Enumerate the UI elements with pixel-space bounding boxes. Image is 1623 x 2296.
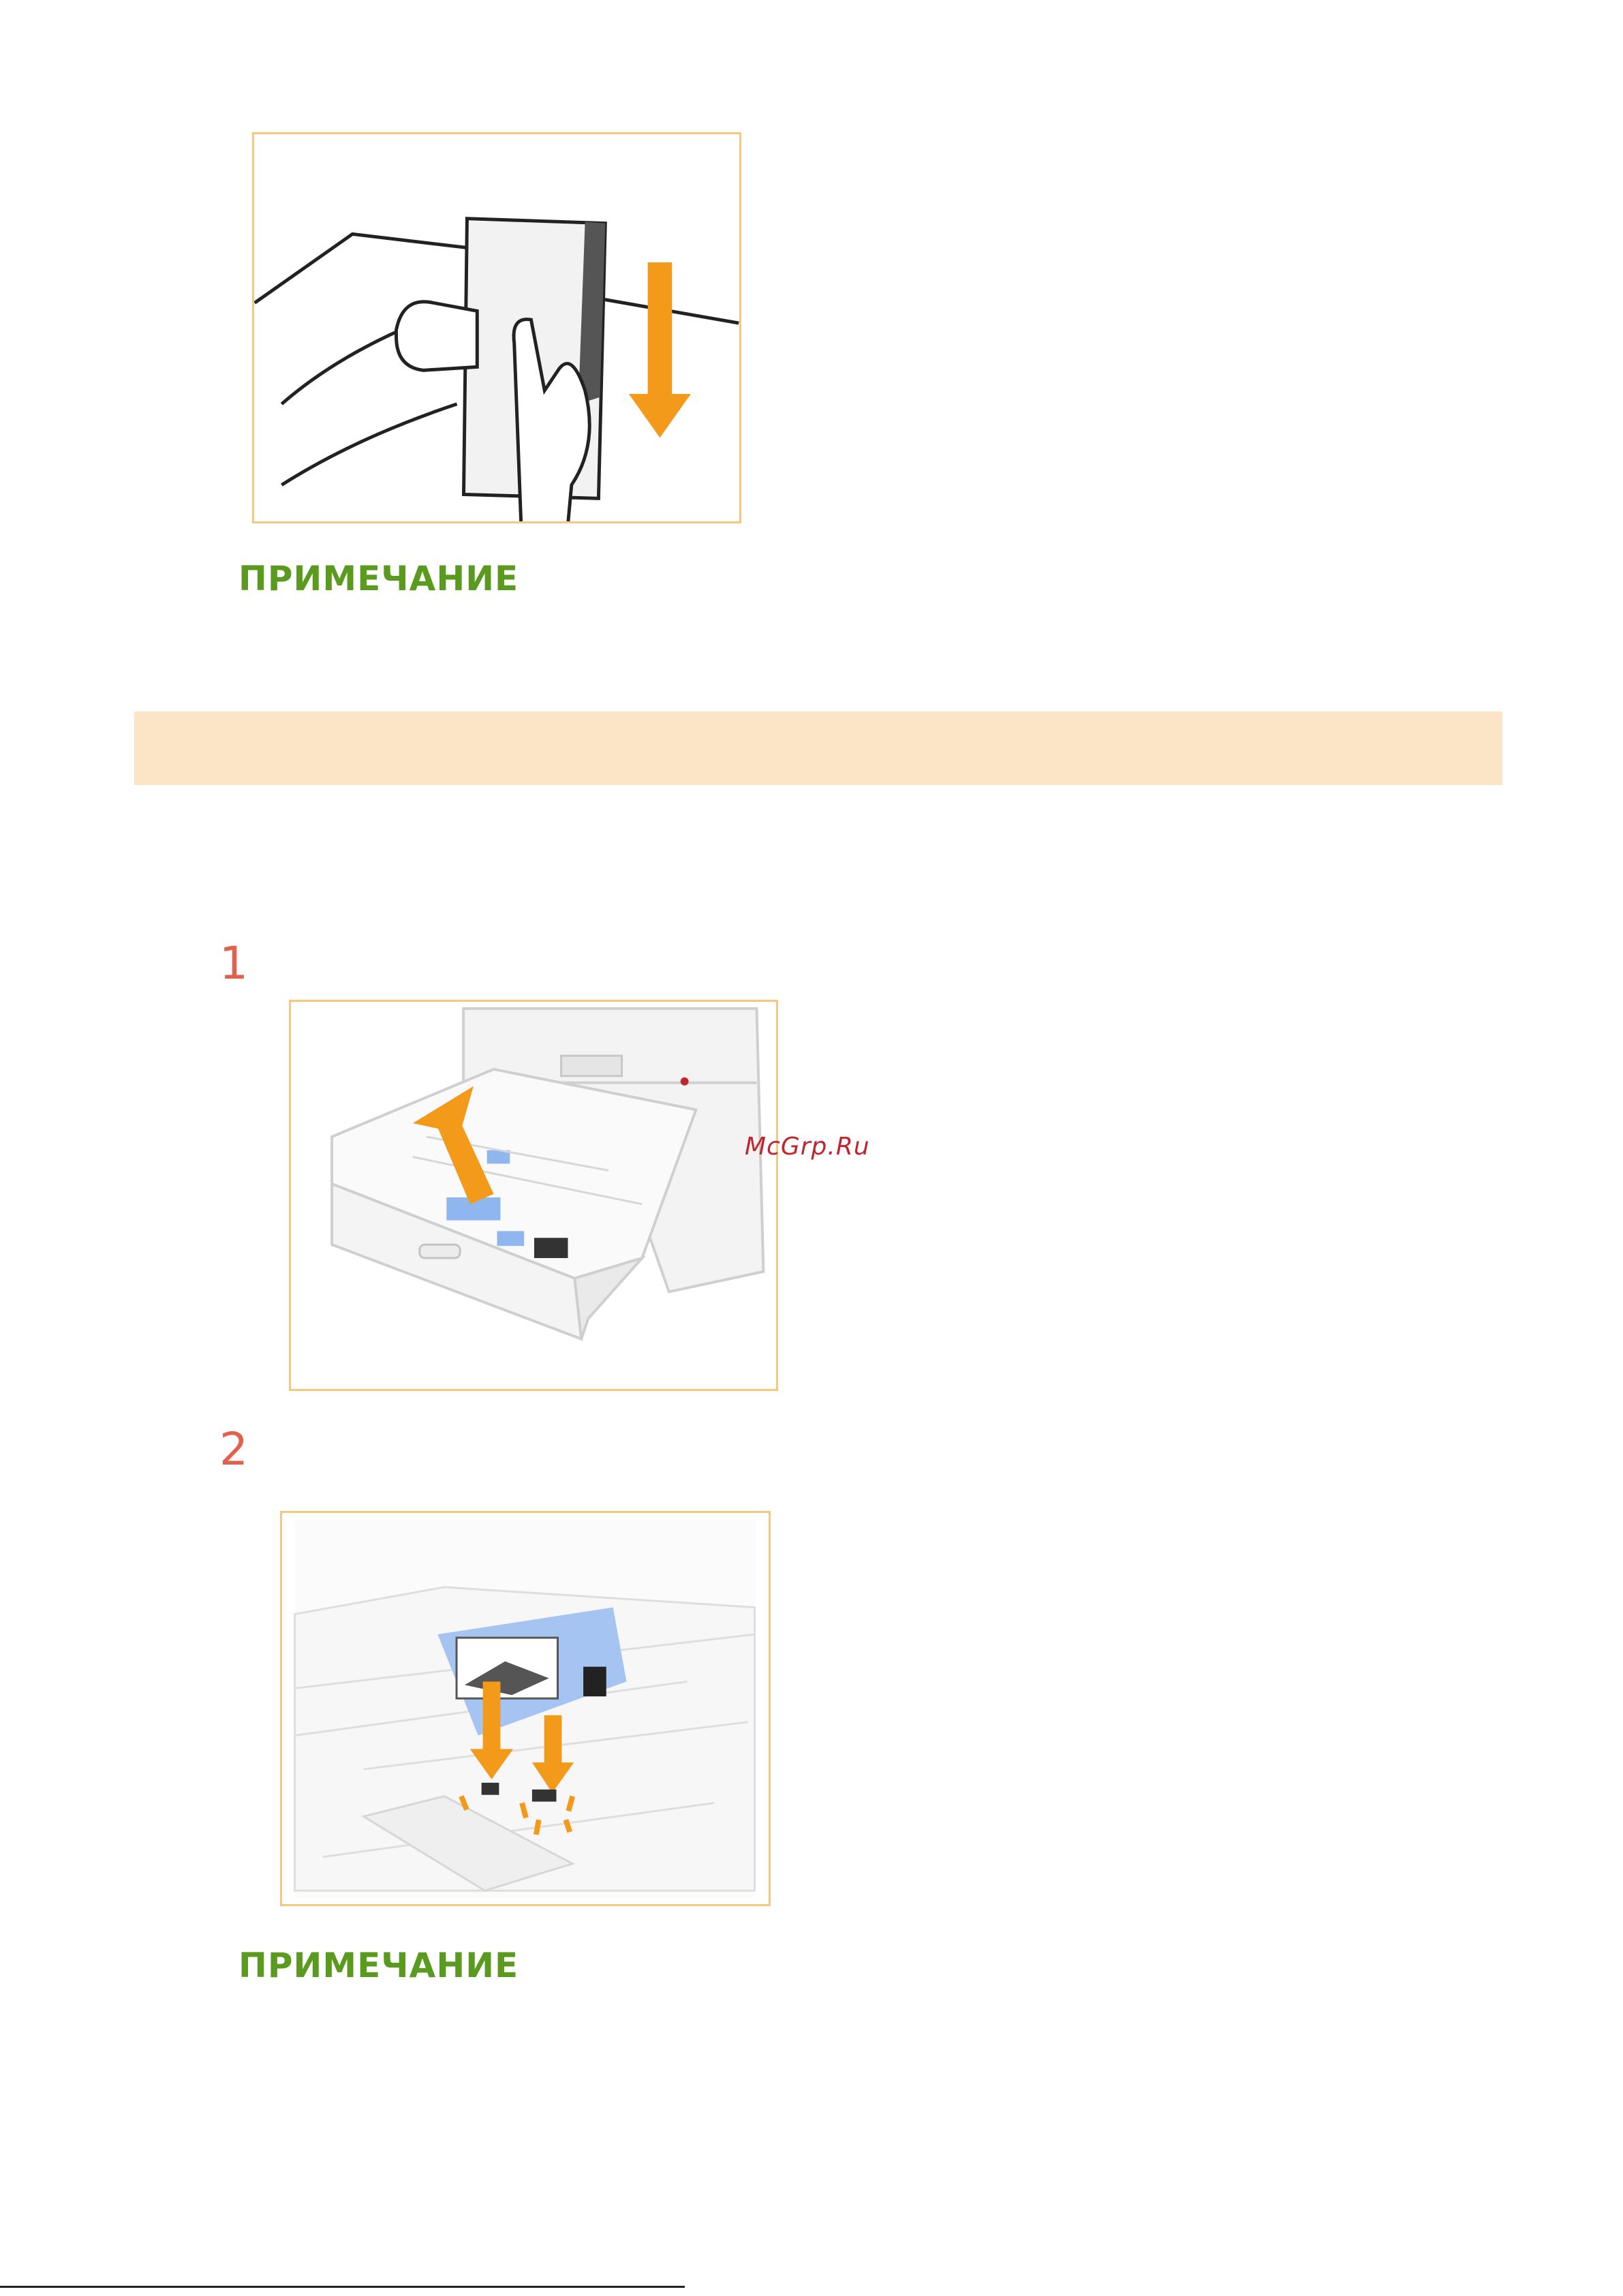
paper-drawer-drawing (291, 1002, 776, 1389)
envelope-attachment-illustration (280, 1511, 771, 1906)
note-heading: ПРИМЕЧАНИЕ (238, 559, 519, 598)
down-arrow-icon (629, 262, 691, 438)
watermark: McGrp.Ru (745, 1133, 870, 1161)
envelope-attachment-drawing (282, 1513, 769, 1904)
section-heading-band (134, 711, 1502, 785)
envelope-stack-illustration (252, 132, 741, 523)
envelope-stack-drawing (254, 134, 739, 521)
footer-divider (0, 2286, 685, 2288)
step-number: 2 (219, 1423, 248, 1475)
note-heading: ПРИМЕЧАНИЕ (238, 1946, 519, 1985)
step-number: 1 (219, 937, 248, 990)
paper-drawer-illustration (289, 1000, 778, 1391)
